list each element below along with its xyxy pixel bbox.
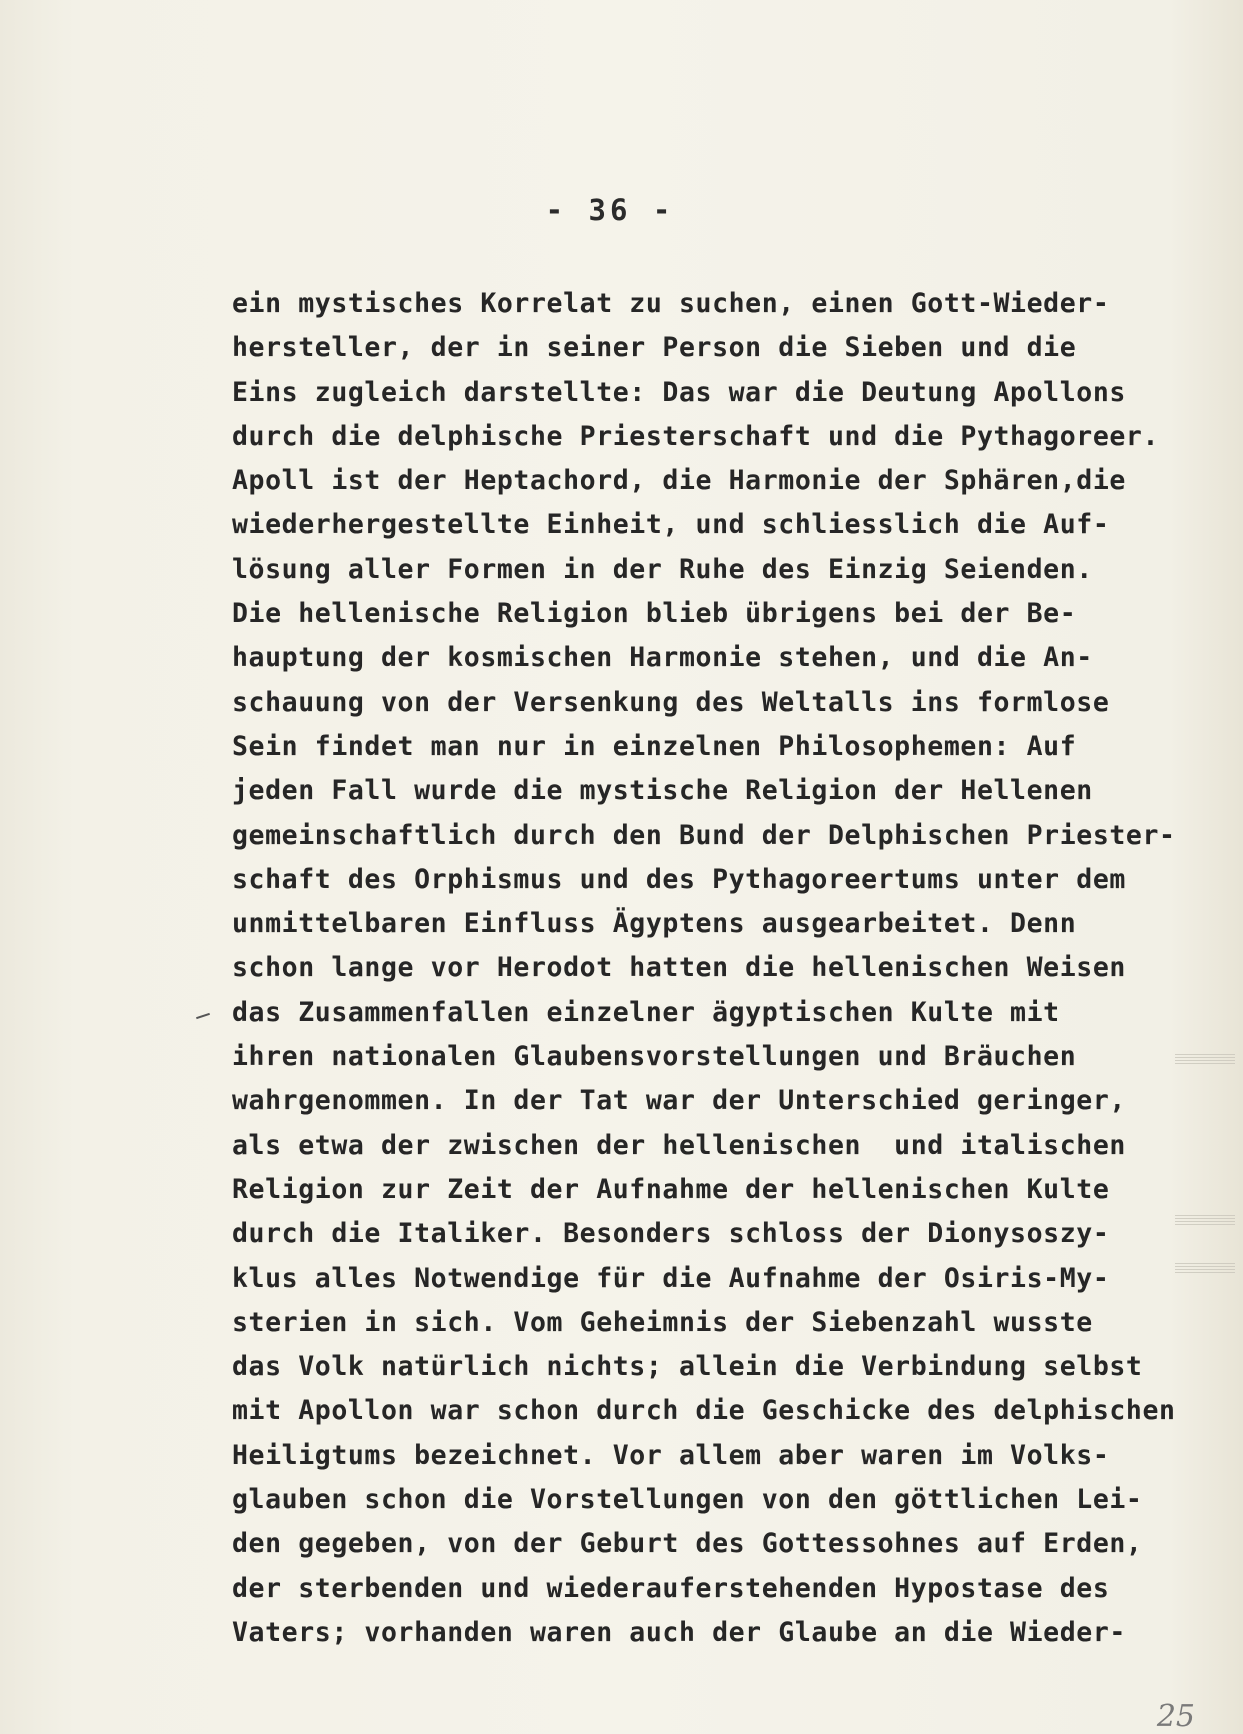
text-line: als etwa der zwischen der hellenischen und italischen bbox=[232, 1129, 1126, 1161]
text-line: schauung von der Versenkung des Weltalls ins formlose bbox=[232, 686, 1110, 718]
text-line: wahrgenommen. In der Tat war der Unterschied geringer, bbox=[232, 1085, 1126, 1117]
text-line: lösung aller Formen in der Ruhe des Einzig Seienden. bbox=[232, 553, 1093, 585]
text-line: der sterbenden und wiederauferstehenden Hypostase des bbox=[232, 1572, 1110, 1604]
text-line: durch die Italiker. Besonders schloss der Dionysoszy- bbox=[232, 1218, 1110, 1250]
text-line: wiederhergestellte Einheit, und schliesslich die Auf- bbox=[232, 509, 1110, 541]
text-line: mit Apollon war schon durch die Geschicke des delphischen bbox=[232, 1395, 1176, 1427]
page-number: - 36 - bbox=[545, 193, 675, 227]
text-line: Vaters; vorhanden waren auch der Glaube an die Wieder- bbox=[232, 1616, 1126, 1648]
text-line: schon lange vor Herodot hatten die hellenischen Weisen bbox=[232, 952, 1126, 984]
text-line: sterien in sich. Vom Geheimnis der Siebenzahl wusste bbox=[232, 1306, 1093, 1338]
text-line: Die hellenische Religion blieb übrigens bei der Be- bbox=[232, 598, 1077, 630]
text-line: Apoll ist der Heptachord, die Harmonie der Sphären,die bbox=[232, 465, 1126, 497]
text-line: Sein findet man nur in einzelnen Philosophemen: Auf bbox=[232, 730, 1077, 762]
text-line: das Volk natürlich nichts; allein die Verbindung selbst bbox=[232, 1351, 1143, 1383]
text-line: klus alles Notwendige für die Aufnahme der Osiris-My- bbox=[232, 1262, 1110, 1294]
text-line: den gegeben, von der Geburt des Gottessohnes auf Erden, bbox=[232, 1528, 1143, 1560]
text-line: gemeinschaftlich durch den Bund der Delphischen Priester- bbox=[232, 819, 1176, 851]
text-line: jeden Fall wurde die mystische Religion der Hellenen bbox=[232, 775, 1093, 807]
margin-ruler-mark bbox=[1175, 1215, 1235, 1227]
text-line: ihren nationalen Glaubensvorstellungen und Bräuchen bbox=[232, 1041, 1077, 1073]
text-line: Heiligtums bezeichnet. Vor allem aber waren im Volks- bbox=[232, 1439, 1110, 1471]
handwritten-corner-note: 25 bbox=[1156, 1699, 1195, 1734]
text-line: hauptung der kosmischen Harmonie stehen, und die An- bbox=[232, 642, 1093, 674]
text-line: Eins zugleich darstellte: Das war die Deutung Apollons bbox=[232, 376, 1126, 408]
text-line: glauben schon die Vorstellungen von den göttlichen Lei- bbox=[232, 1484, 1143, 1516]
margin-ruler-mark bbox=[1175, 1263, 1235, 1275]
text-line: Religion zur Zeit der Aufnahme der hellenischen Kulte bbox=[232, 1173, 1110, 1205]
text-line: das Zusammenfallen einzelner ägyptischen Kulte mit bbox=[232, 996, 1060, 1028]
text-line: schaft des Orphismus und des Pythagoreertums unter dem bbox=[232, 863, 1126, 895]
text-line: hersteller, der in seiner Person die Sieben und die bbox=[232, 332, 1077, 364]
margin-ruler-mark bbox=[1175, 1054, 1235, 1066]
text-line: durch die delphische Priesterschaft und die Pythagoreer. bbox=[232, 420, 1160, 452]
text-line: unmittelbaren Einfluss Ägyptens ausgearbeitet. Denn bbox=[232, 908, 1077, 940]
margin-tick-mark bbox=[196, 1013, 210, 1019]
body-text bbox=[232, 282, 1176, 1655]
text-line: ein mystisches Korrelat zu suchen, einen Gott-Wieder- bbox=[232, 288, 1110, 319]
